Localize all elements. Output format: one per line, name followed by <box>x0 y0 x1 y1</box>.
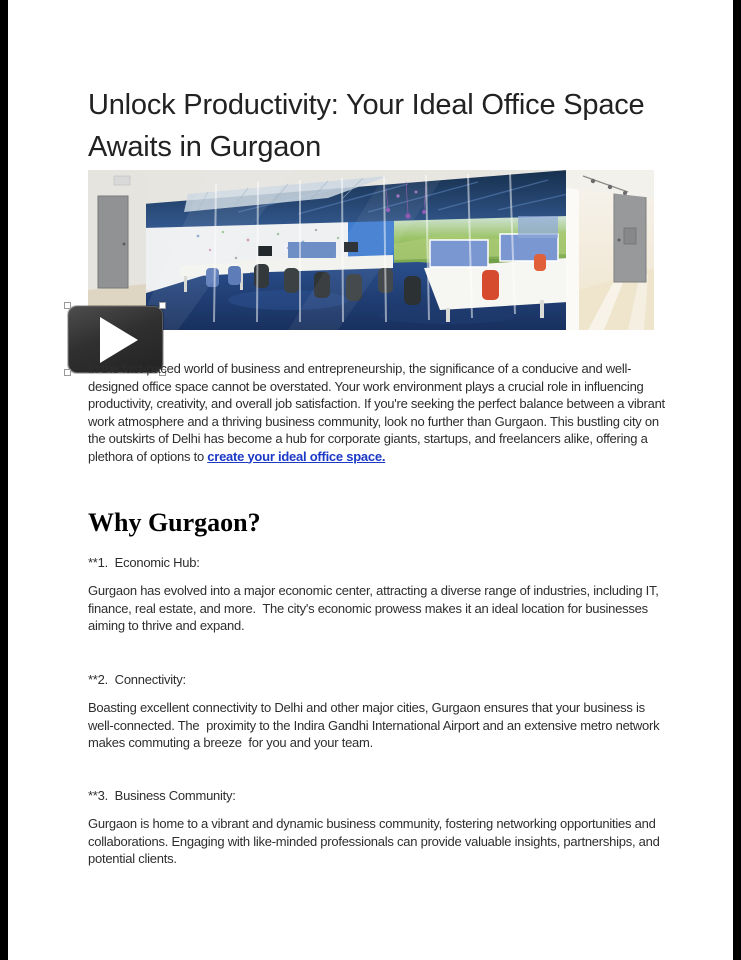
section-2-label: **2. Connectivity: <box>88 672 186 687</box>
play-icon <box>100 317 140 363</box>
create-office-space-link[interactable]: create your ideal office space. <box>207 448 386 464</box>
section-2-body: Boasting excellent connectivity to Delhi and other major cities, Gurgaon ensures that your business is well-connected. The proximity to the Indira Gandhi International Airport and an extensive metro network makes commuting a breeze for you and your team. <box>88 700 667 750</box>
section-3-label: **3. Business Community: <box>88 788 236 803</box>
right-frame-bar <box>733 0 741 960</box>
intro-paragraph <box>88 360 670 465</box>
right-corridor <box>566 170 654 330</box>
intro-text: In the fast-paced world of business and entrepreneurship, the significance of a conducive and well-designed office space cannot be overstated. Your work environment plays a crucial role in influencing productivity, creativity, and overall job satisfaction. If you're seeking the perfect balance between a vibrant work atmosphere and a thriving business community, look no further than Gurgaon. This bustling city on the outskirts of Delhi has become a hub for corporate giants, startups, and freelancers alike, offering a plethora of options to <box>88 361 669 464</box>
why-gurgaon-heading: Why Gurgaon? <box>88 508 261 537</box>
video-thumbnail[interactable] <box>88 170 654 330</box>
section-1-body: Gurgaon has evolved into a major economic center, attracting a diverse range of industries, including IT, finance, real estate, and more. The city's economic prowess makes it an ideal location for businesses aiming to thrive and expand. <box>88 583 663 633</box>
resize-handle-top-left[interactable] <box>64 302 71 309</box>
left-frame-bar <box>0 0 8 960</box>
section-3-body: Gurgaon is home to a vibrant and dynamic business community, fostering networking opportunities and collaborations. Engaging with like-minded professionals can provide valuable insights, partnerships, and potential clients. <box>88 816 664 866</box>
page-title-line-2: Awaits in Gurgaon <box>88 131 322 163</box>
resize-handle-bottom-left[interactable] <box>64 369 71 376</box>
office-photo-illustration <box>88 170 654 330</box>
section-1-label: **1. Economic Hub: <box>88 555 200 570</box>
page-title <box>88 84 668 168</box>
resize-handle-top-right[interactable] <box>159 302 166 309</box>
page-title-line-1: Unlock Productivity: Your Ideal Office Space <box>88 89 645 121</box>
